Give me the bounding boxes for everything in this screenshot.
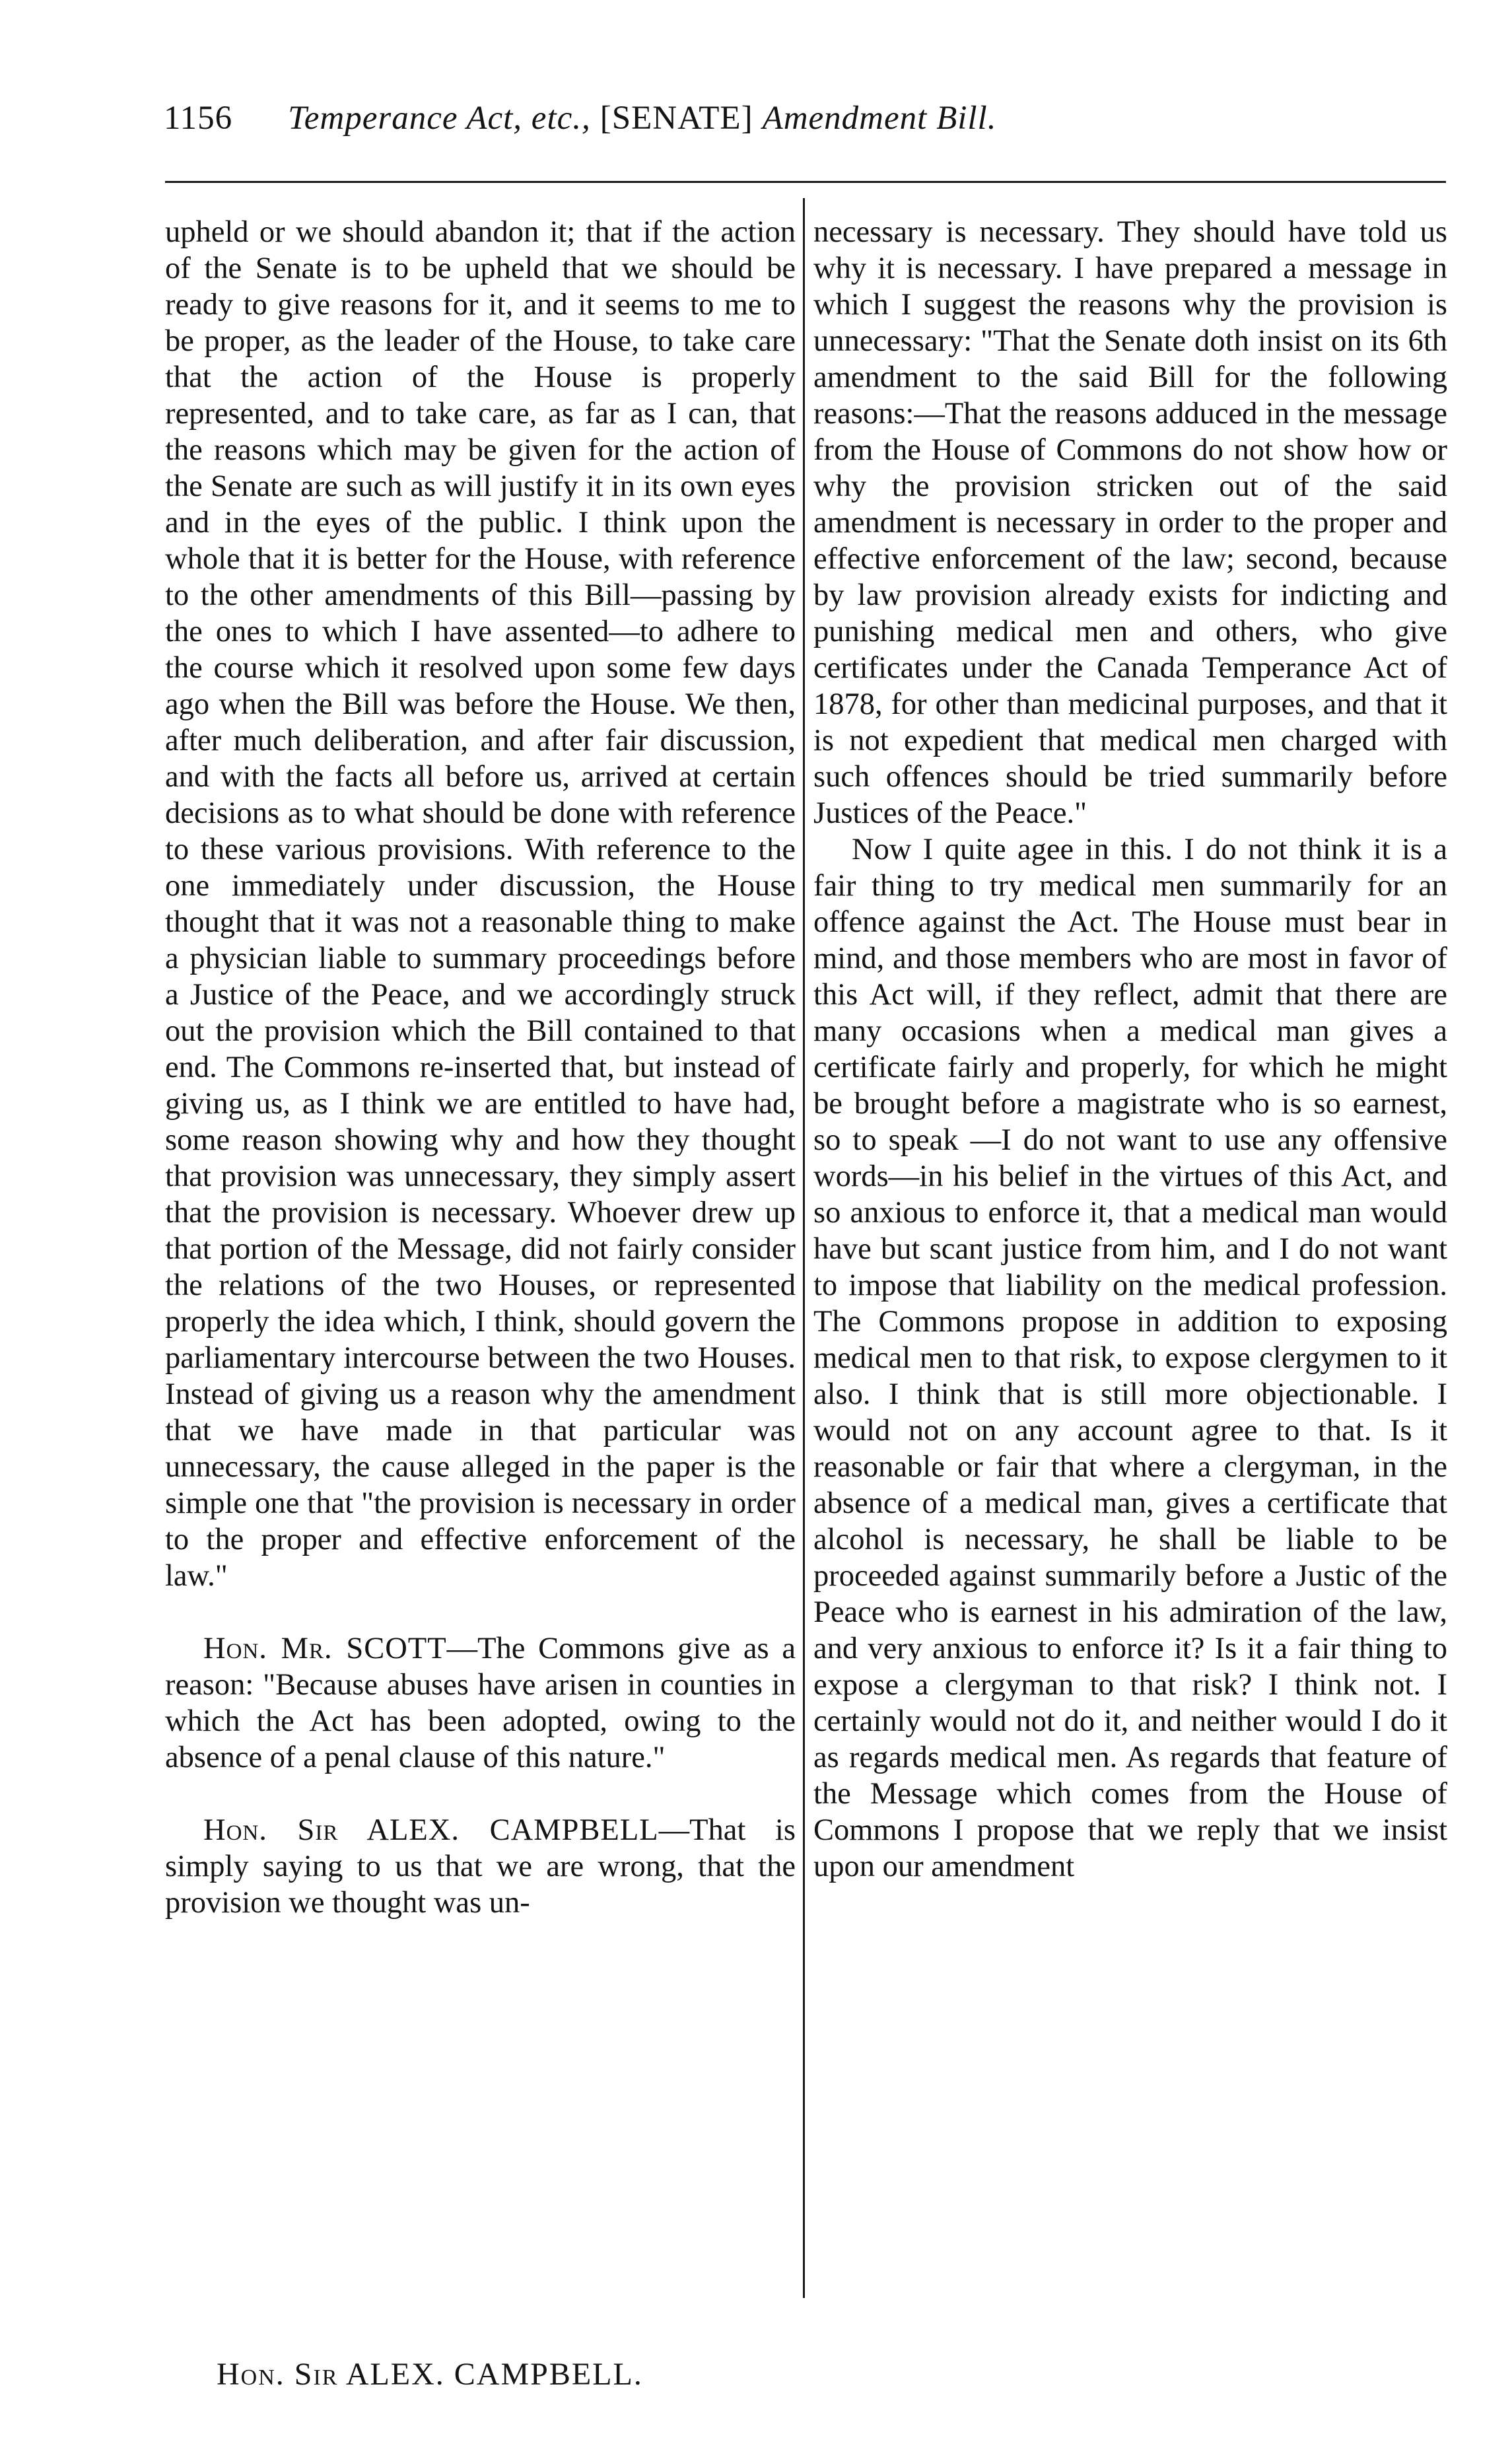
footer-speaker: Hon. Sir ALEX. CAMPBELL. [217,2357,643,2392]
speech-text: —The Commons give as a reason: "Because abuses have arisen in counties in which the Act has been adopted, owing to the absence of a penal clause of this nature." [165,1632,796,1774]
running-title-right: Amendment Bill. [762,100,997,137]
page-number: 1156 [164,100,233,137]
paragraph [165,1630,796,1776]
speech-text: —That is simply saying to us that we are wrong, that the provision we thought was un- [165,1813,796,1920]
left-column [165,214,796,1921]
column-divider [803,198,805,2298]
speaker-name: Hon. Mr. SCOTT [203,1632,447,1665]
header-rule [165,181,1446,183]
speaker-name: Hon. Sir ALEX. CAMPBELL [203,1813,659,1847]
paragraph: necessary is necessary. They should have told us why it is necessary. I have prepared a message in which I suggest the reasons why the provision is unnecessary: "That the Senate doth insist on its 6th amendment to the said Bill for the following reasons:—That the reasons adduced in the message from the House of Commons do not show how or why the provision stricken out of the said amendment is necessary in order to the proper and effective enforcement of the law; second, because by law provision already exists for indicting and punishing medical men and others, who give certificates under the Canada Temperance Act of 1878, for other than medicinal purposes, and that it is not expedient that medical men charged with such offences should be tried summarily before Justices of the Peace." [813,215,1447,830]
running-title-center: [SENATE] [600,100,753,137]
right-column [813,214,1447,1885]
running-title-left: Temperance Act, etc., [288,100,591,137]
paragraph: upheld or we should abandon it; that if the action of the Senate is to be upheld that we should be ready to give reasons for it, and it seems to me to be proper, as the leader of the House, to take care that the action of the House is properly represented, and to take care, as far as I can, that the reasons which may be given for the action of the Senate are such as will justify it in its own eyes and in the eyes of the public. I think upon the whole that it is better for the House, with reference to the other amendments of this Bill—passing by the ones to which I have assented—to adhere to the course which it resolved upon some few days ago when the Bill was before the House. We then, after much deliberation, and after fair discussion, and with the facts all before us, arrived at certain decisions as to what should be done with reference to these various provisions. With reference to the one immediately under discussion, the House thought that it was not a reasonable thing to make a physician liable to summary proceedings before a Justice of the Peace, and we accordingly struck out the provision which the Bill contained to that end. The Commons re-inserted that, but instead of giving us, as I think we are entitled to have had, some reason showing why and how they thought that provision was unnecessary, they simply assert that the provision is necessary. Whoever drew up that portion of the Message, did not fairly consider the relations of the two Houses, or represented properly the idea which, I think, should govern the parliamentary intercourse between the two Houses. Instead of giving us a reason why the amendment that we have made in that particular was unnecessary, the cause alleged in the paper is the simple one that "the provision is necessary in order to the proper and effective enforcement of the law." [165,215,796,1593]
running-head [164,99,1359,145]
paragraph [165,1812,796,1921]
paragraph: Now I quite agee in this. I do not think it is a fair thing to try medical men summarily for an offence against the Act. The House must bear in mind, and those members who are most in favor of this Act will, if they reflect, admit that there are many occasions when a medical man gives a certificate fairly and properly, for which he might be brought before a magistrate who is so earnest, so to speak —I do not want to use any offensive words—in his belief in the virtues of this Act, and so anxious to enforce it, that a medical man would have but scant justice from him, and I do not want to impose that liability on the medical profession. The Commons propose in addition to exposing medical men to that risk, to expose clergymen to it also. I think that is still more objectionable. I would not on any account agree to that. Is it reasonable or fair that where a clergyman, in the absence of a medical man, gives a certificate that alcohol is necessary, he shall be liable to be proceeded against summarily before a Justic of the Peace who is earnest in his admiration of the law, and very anxious to enforce it? Is it a fair thing to expose a clergyman to that risk? I think not. I certainly would not do it, and neither would I do it as regards medical men. As regards that feature of the Message which comes from the House of Commons I propose that we reply that we insist upon our amendment [813,833,1447,1883]
